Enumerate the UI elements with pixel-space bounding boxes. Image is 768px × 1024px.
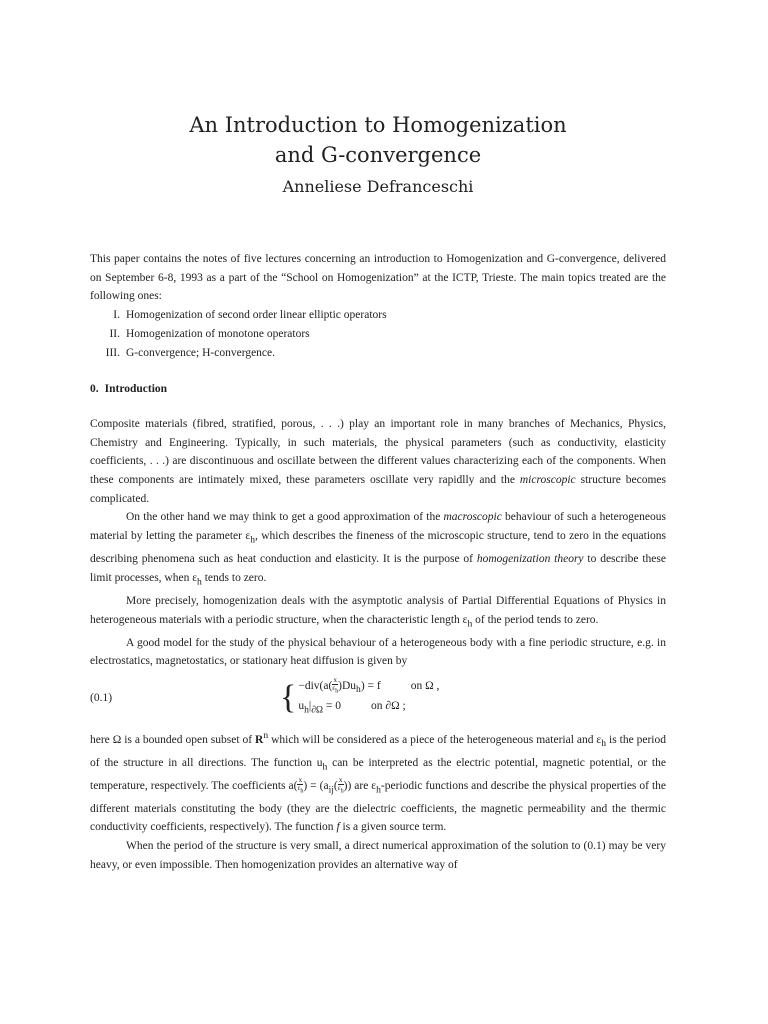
paragraph-period-small: When the period of the structure is very small, a direct numerical approximation of the solution to (0.1) may be very heavy, or even impossible. Then homogenization provides an alternative way of <box>90 840 666 871</box>
paper-body <box>90 250 666 875</box>
equation-line-1: −div(a( $\frac{x}{\varepsilon_h}$ )$Du_h) = f$ on Ω , <box>298 676 440 696</box>
topic-text: Homogenization of second order linear elliptic operators <box>126 309 387 322</box>
topic-item <box>90 325 666 344</box>
topic-item <box>90 306 666 325</box>
section-heading <box>90 380 666 399</box>
abstract-paragraph: This paper contains the notes of five lectures concerning an introduction to Homogenization and G-convergence, delivered on September 6-8, 1993 as a part of the “School on Homogenization” at the ICTP, Trieste. The main topics treated are the following ones: <box>90 253 666 303</box>
author-name: Anneliese Defranceschi <box>282 177 474 196</box>
equation-label: (0.1) <box>90 691 113 704</box>
title-line-1: An Introduction to Homogenization <box>189 113 567 137</box>
topic-list <box>90 306 666 362</box>
topic-item <box>90 344 666 363</box>
paragraph-composites: Composite materials (fibred, stratified, porous, . . .) play an important role in many branches of Mechanics, Physics, Chemistry and Engineering. Typically, in such materials, the physical parameters (such as conductivity, elasticity coefficients, . . .) are discontinuous and oscillate between the different values characterizing each of the components. When these components are intimately mixed, these parameters oscillate very rapidlly and the microscopic structure becomes complicated. <box>90 417 666 505</box>
topic-number: III. <box>105 346 120 359</box>
paragraph-model: A good model for the study of the physical behaviour of a heterogeneous body with a fine periodic structure, e.g. in electrostatics, magnetostatics, or stationary heat diffusion is given by <box>90 636 666 668</box>
equation-brace: { <box>280 678 297 716</box>
section-number: 0. <box>90 383 99 396</box>
topic-number: I. <box>113 309 120 322</box>
title-line-2: and G-convergence <box>274 143 482 167</box>
topic-text: G-convergence; H-convergence. <box>126 346 276 359</box>
topic-text: Homogenization of monotone operators <box>126 327 310 340</box>
paragraph-here-omega: here Ω is a bounded open subset of $R^n$ which will be considered as a piece of the heterogeneous material and $\varepsilon_h$ is the period of the structure in all directions. The function $u_h$ can be interpreted as the electric potential, magnetic potential, or the temperature, respectively. The coefficients a( $\frac{x}{\varepsilon_h}$ ) = ($a_{ij}$( $\frac{x}{\varepsilon_h}$ )) are $\varepsilon_h$-periodic functions and describe the physical properties of the different materials constituting the body (they are the dielectric coefficients, the magnetic permeability and the thermic conductivity coefficients, respectively). The function f is a given source term. <box>90 729 666 834</box>
equation-line-2: $u_h|_{\partial\Omega} = 0$ on ∂Ω ; <box>298 700 406 716</box>
paragraph-macroscopic: On the other hand we may think to get a good approximation of the macroscopic behaviour of such a heterogeneous material by letting the parameter $\varepsilon_h$, which describes the fineness of the microscopic structure, tend to zero in the equations describing phenomena such as heat conduction and elasticity. It is the purpose of homogenization theory to describe these limit processes, when $\varepsilon_h$ tends to zero. <box>90 511 666 588</box>
paragraph-precisely: More precisely, homogenization deals with the asymptotic analysis of Partial Differential Equations of Physics in heterogeneous materials with a periodic structure, when the characteristic length $\varepsilon_h$ of the period tends to zero. <box>90 594 666 629</box>
section-title: Introduction <box>104 383 168 396</box>
paper-title <box>90 110 666 170</box>
topic-number: II. <box>109 327 120 340</box>
equation-0-1 <box>90 677 666 719</box>
